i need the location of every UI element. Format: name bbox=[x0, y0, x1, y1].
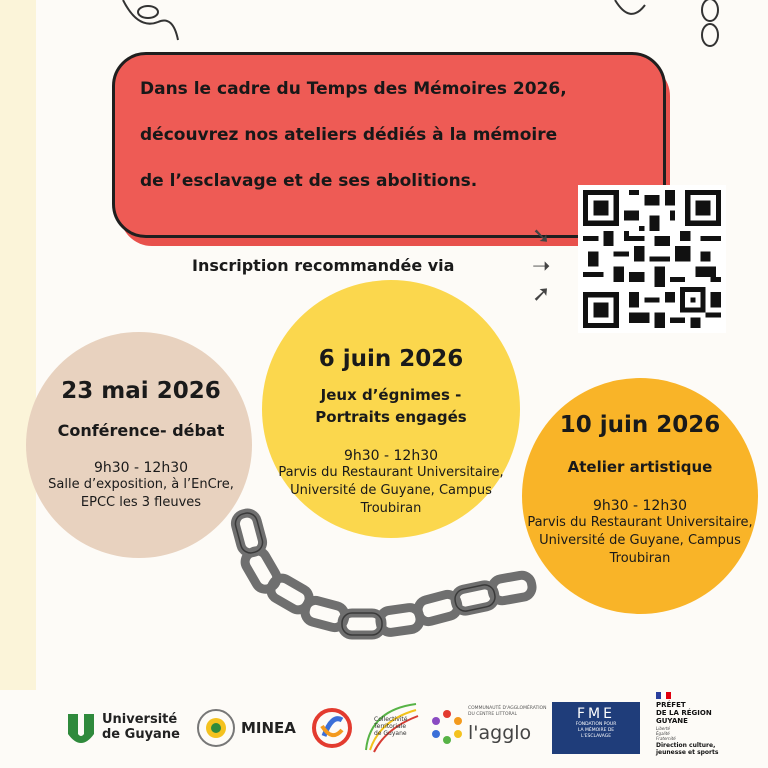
prefet-flag-icon bbox=[656, 692, 671, 699]
event-time: 9h30 - 12h30 bbox=[592, 498, 688, 514]
chain-decoration-left bbox=[118, 0, 188, 52]
logo-text: FONDATION POUR bbox=[575, 722, 617, 727]
universite-guyane-logo-icon bbox=[66, 712, 96, 746]
banner-line-2: découvrez nos ateliers dédiés à la mémoire bbox=[140, 125, 558, 145]
logo-text: Égalité bbox=[656, 731, 670, 736]
inscription-label: Inscription recommandée via bbox=[192, 256, 455, 275]
arrow-icon: ➘ bbox=[532, 224, 551, 249]
event-3 bbox=[512, 412, 768, 568]
event-place-line: Université de Guyane, Campus bbox=[539, 533, 741, 548]
qr-code[interactable] bbox=[578, 185, 726, 333]
logo-text: GUYANE bbox=[656, 717, 688, 725]
fme-logo bbox=[552, 702, 640, 754]
chain-illustration bbox=[230, 505, 550, 665]
event-place-line: Salle d’exposition, à l’EnCre, bbox=[48, 477, 234, 492]
arrow-icon: ➝ bbox=[532, 254, 551, 279]
event-place-line: Troubiran bbox=[360, 501, 422, 516]
logo-text: Territoriale bbox=[374, 723, 407, 730]
prefet-devise bbox=[656, 726, 676, 741]
event-date: 6 juin 2026 bbox=[318, 346, 464, 372]
event-1 bbox=[26, 378, 256, 512]
prefet-logo bbox=[656, 701, 712, 725]
event-time: 9h30 - 12h30 bbox=[343, 448, 439, 464]
banner-line-1: Dans le cadre du Temps des Mémoires 2026, bbox=[140, 79, 567, 99]
logo-text: DU CENTRE LITTORAL bbox=[468, 712, 518, 717]
logo-text: L'ESCLAVAGE bbox=[580, 734, 612, 739]
event-title-line: Jeux d’égnimes - bbox=[320, 386, 462, 404]
agglo-logo-icon bbox=[430, 708, 464, 746]
event-title-line: Portraits engagés bbox=[315, 408, 467, 426]
event-place-line: EPCC les 3 fleuves bbox=[80, 495, 202, 510]
chain-decoration-mid bbox=[610, 0, 650, 30]
collectivite-logo bbox=[374, 716, 407, 737]
logo-text: jeunesse et sports bbox=[656, 749, 719, 756]
logo-text: de Guyane bbox=[374, 730, 407, 737]
logo-text: COMMUNAUTÉ D'AGGLOMÉRATION bbox=[468, 706, 547, 711]
minea-logo: MINEA bbox=[241, 719, 296, 737]
fme-subtitle bbox=[552, 722, 640, 740]
partner-logos bbox=[0, 690, 768, 768]
event-date: 23 mai 2026 bbox=[61, 378, 221, 404]
event-title: Conférence- débat bbox=[57, 421, 225, 440]
banner-line-3: de l’esclavage et de ses abolitions. bbox=[140, 171, 478, 191]
universite-guyane-logo bbox=[102, 712, 180, 742]
logo-text: LA MÉMOIRE DE bbox=[577, 728, 615, 733]
side-strip bbox=[0, 0, 36, 690]
logo-text: Direction culture, bbox=[656, 742, 716, 749]
logo-text: de Guyane bbox=[102, 727, 180, 742]
logo-text: DE LA RÉGION bbox=[656, 709, 712, 717]
chain-decoration-right bbox=[690, 0, 730, 52]
banner-text bbox=[140, 66, 650, 204]
event-time: 9h30 - 12h30 bbox=[93, 460, 189, 476]
event-place bbox=[262, 464, 520, 518]
logo-text: Collectivité bbox=[374, 716, 408, 723]
event-place-line: Parvis du Restaurant Universitaire, bbox=[527, 515, 753, 530]
arrow-icon: ➚ bbox=[532, 282, 551, 307]
agglo-logo: l'agglo bbox=[468, 722, 532, 744]
agglo-small-text bbox=[468, 706, 546, 718]
event-place-line: Université de Guyane, Campus bbox=[290, 483, 492, 498]
event-place-line: Parvis du Restaurant Universitaire, bbox=[278, 465, 504, 480]
logo-text: Liberté bbox=[656, 726, 671, 731]
event-place-line: Troubiran bbox=[609, 551, 671, 566]
event-title: Atelier artistique bbox=[567, 458, 713, 476]
minea-logo-icon bbox=[196, 708, 236, 748]
logo-text: Fraternité bbox=[656, 736, 676, 741]
swirl-logo-icon bbox=[310, 706, 354, 750]
logo-text: FME bbox=[577, 706, 615, 722]
event-place bbox=[512, 514, 768, 568]
event-title bbox=[262, 384, 520, 428]
logo-text: PRÉFET bbox=[656, 701, 686, 709]
event-date: 10 juin 2026 bbox=[559, 412, 721, 438]
event-place bbox=[26, 476, 256, 512]
event-2 bbox=[262, 346, 520, 518]
logo-text: Université bbox=[102, 712, 178, 727]
prefet-direction bbox=[656, 742, 718, 756]
